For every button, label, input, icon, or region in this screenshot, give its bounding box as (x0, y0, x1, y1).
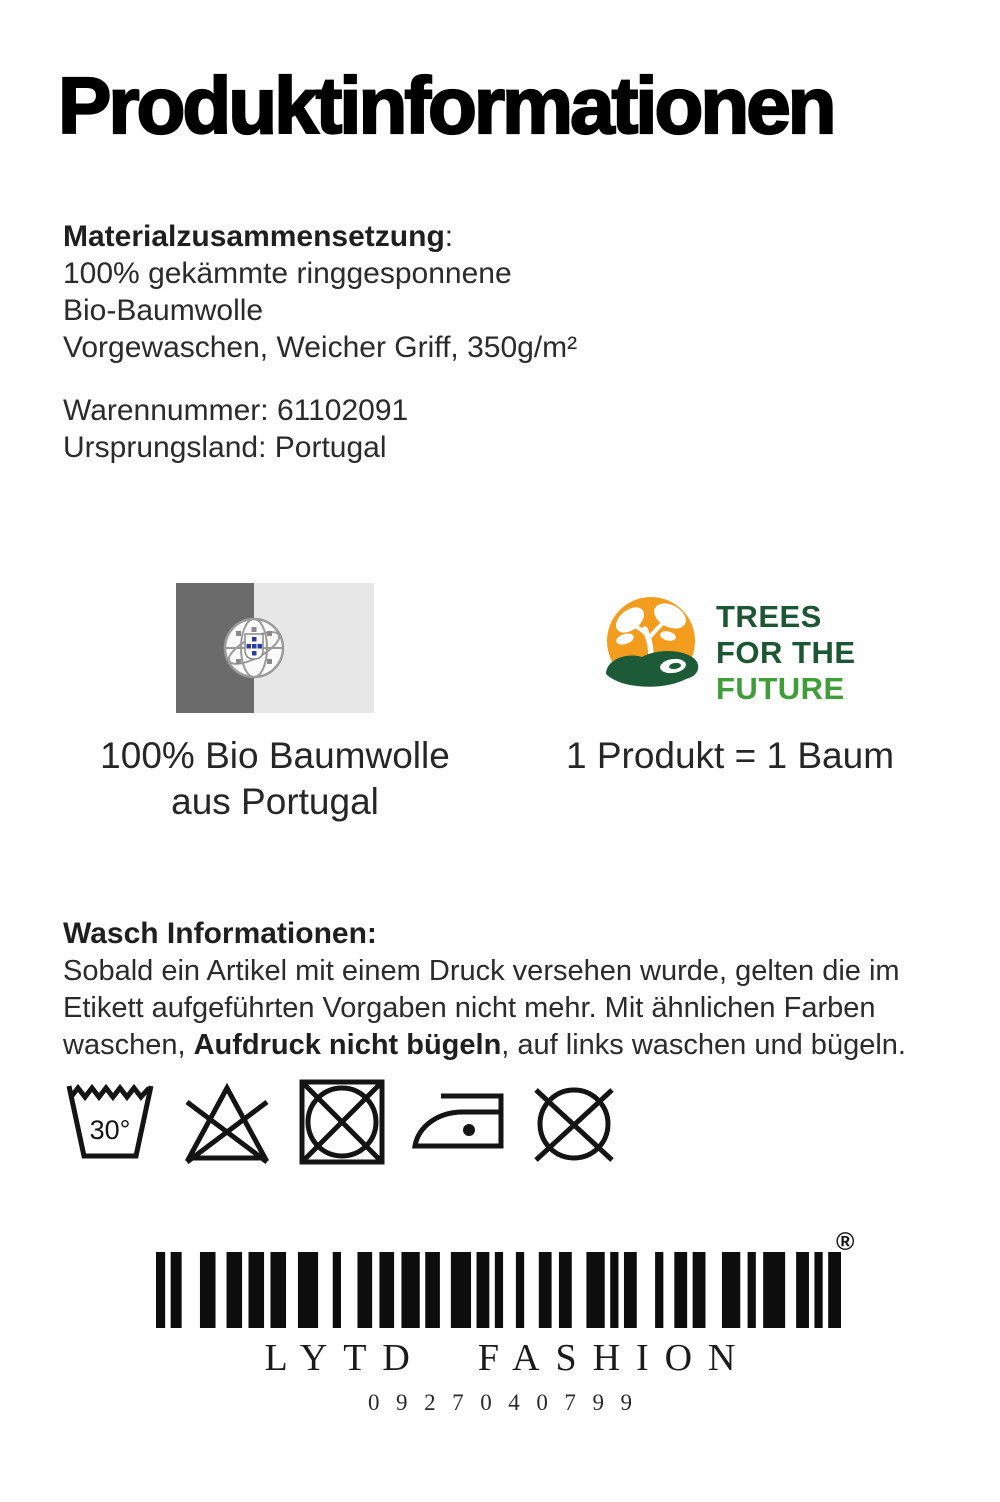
trees-for-the-future-wordmark (716, 599, 856, 707)
material-line: 100% gekämmte ringgesponnene (63, 257, 512, 290)
flag-caption-line: aus Portugal (171, 781, 379, 822)
wash-text-line (63, 1027, 963, 1064)
wash-temp-label: 30° (89, 1115, 131, 1145)
wash-text-bold-segment: Aufdruck nicht bügeln (193, 1029, 502, 1061)
care-symbols-row (62, 1076, 620, 1166)
brand-name: LYTD FASHION (264, 1337, 752, 1379)
material-line: Bio-Baumwolle (63, 294, 264, 327)
barcode (156, 1252, 841, 1328)
registered-trademark-symbol: ® (836, 1228, 855, 1256)
wash-text-segment: waschen, (63, 1029, 194, 1061)
wash-text-segment: , auf links waschen und bügeln. (501, 1029, 906, 1061)
wash-heading-colon: : (366, 917, 377, 950)
do-not-tumble-dry-icon (296, 1076, 388, 1166)
portugal-flag-icon (176, 583, 374, 713)
material-section (63, 218, 577, 366)
article-section (63, 392, 408, 466)
barcode-svg (156, 1252, 841, 1328)
wash-info-section (63, 915, 963, 1064)
wash-text-line: Sobald ein Artikel mit einem Druck versehen wurde, gelten die im (63, 955, 900, 987)
material-label: Materialzusammensetzung (63, 220, 445, 253)
iron-low-heat-icon (409, 1076, 507, 1166)
brand-number: 0927040799 (367, 1390, 649, 1415)
wash-heading: Wasch Informationen (63, 917, 367, 950)
article-number: Warennummer: 61102091 (63, 394, 409, 427)
do-not-dry-clean-icon (528, 1076, 620, 1166)
trees-wordmark-line: TREES (716, 599, 822, 634)
do-not-bleach-icon (179, 1076, 275, 1166)
wash-text-line: Etikett aufgeführten Vorgaben nicht mehr. Mit ähnlichen Farben (63, 992, 876, 1024)
flag-caption-line: 100% Bio Baumwolle (100, 735, 450, 776)
trees-for-the-future-icon (596, 592, 706, 708)
flag-caption (50, 733, 500, 825)
material-line: Vorgewaschen, Weicher Griff, 350g/m² (63, 331, 578, 364)
wash-30-icon (62, 1076, 158, 1166)
trees-wordmark-line: FUTURE (716, 671, 845, 706)
tree-caption: 1 Produkt = 1 Baum (565, 735, 895, 776)
armillary-sphere-icon (221, 615, 287, 681)
material-label-colon: : (444, 220, 454, 253)
page-title: Produktinformationen (58, 61, 834, 150)
trees-wordmark-line: FOR THE (716, 635, 856, 670)
origin-country: Ursprungsland: Portugal (63, 431, 387, 464)
